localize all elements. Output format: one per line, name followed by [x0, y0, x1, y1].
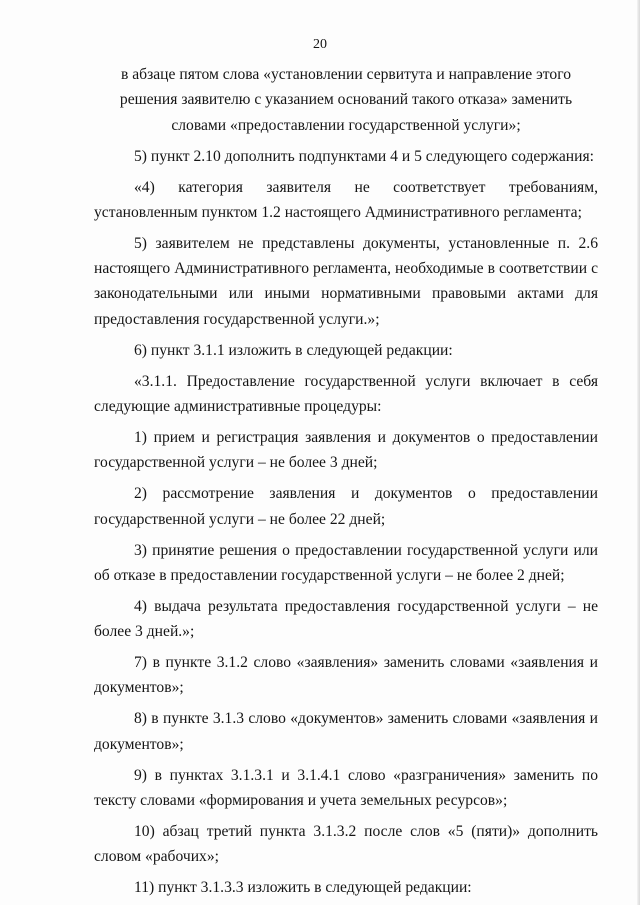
paragraph-procedure-1: 1) прием и регистрация заявления и документов о предоставлении государственной услуги – не более 3 дней; — [94, 428, 598, 472]
paragraph-item-7: 7) в пункте 3.1.2 слово «заявления» заменить словами «заявления и документов»; — [94, 654, 598, 697]
paragraph-procedure-4: 4) выдача результата предоставления государственной услуги – не более 3 дней.»; — [94, 597, 598, 641]
paragraph-subitem-5: 5) заявителем не представлены документы, установленные п. 2.6 настоящего Административного регламента, необходимые в соответствии с законодательными или иными нормативными правовыми актами для предоставления государственной услуги.»; — [94, 234, 598, 328]
paragraph-subitem-4: «4) категория заявителя не соответствует требованиям, установленным пунктом 1.2 настоящего Административного регламента; — [94, 178, 598, 221]
paragraph-3-1-1: «3.1.1. Предоставление государственной услуги включает в себя следующие административные процедуры: — [94, 372, 598, 415]
page-number: 20 — [313, 37, 327, 52]
paragraph-item-8: 8) в пункте 3.1.3 слово «документов» заменить словами «заявления и документов»; — [94, 710, 598, 753]
paragraph-item-6: 6) пункт 3.1.1 изложить в следующей редакции: — [134, 341, 453, 359]
paragraph-procedure-3: 3) принятие решения о предоставлении государственной услуги или об отказе в предоставлении государственной услуги – не более 2 дней; — [94, 541, 598, 584]
paragraph-item-10: 10) абзац третий пункта 3.1.3.2 после слов «5 (пяти)» дополнить словом «рабочих»; — [94, 822, 598, 866]
paragraph-abzats-pyatom: в абзаце пятом слова «установлении сервитута и направление этого решения заявителю с указанием оснований такого отказа» заменить словами «предоставлении государственной услуги»; — [119, 66, 573, 134]
paragraph-item-9: 9) в пунктах 3.1.3.1 и 3.1.4.1 слово «разграничения» заменить по тексту словами «формирования и учета земельных ресурсов»; — [94, 766, 598, 809]
paragraph-procedure-2: 2) рассмотрение заявления и документов о предоставлении государственной услуги – не более 22 дней; — [94, 485, 598, 528]
paragraph-item-5: 5) пункт 2.10 дополнить подпунктами 4 и 5 следующего содержания: — [134, 147, 595, 165]
paragraph-item-11: 11) пункт 3.1.3.3 изложить в следующей редакции: — [134, 879, 472, 897]
document-body — [94, 62, 598, 906]
